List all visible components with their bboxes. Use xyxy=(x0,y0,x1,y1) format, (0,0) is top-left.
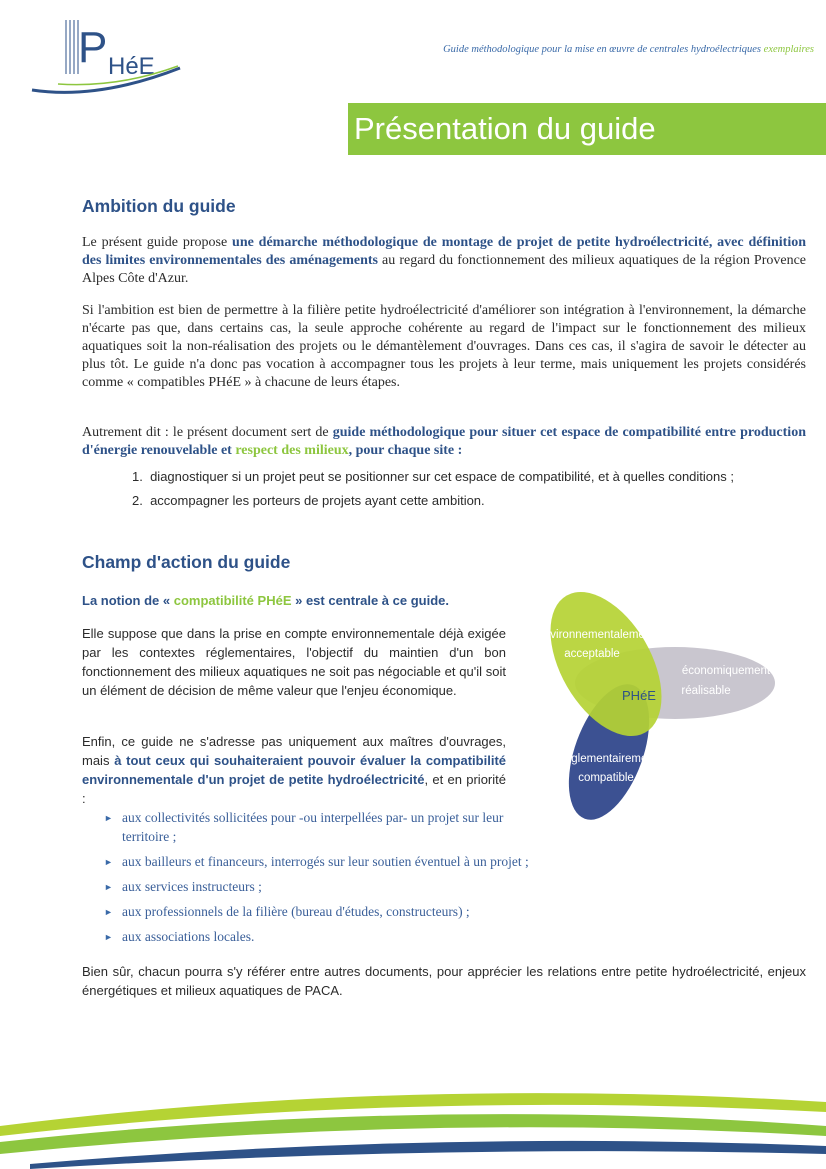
list-text: aux professionnels de la filière (bureau d'études, constructeurs) ; xyxy=(122,904,470,919)
phee-logo xyxy=(28,14,188,98)
emphasis-text: à tout ceux qui souhaiteraient pouvoir évaluer la compatibilité environnementale d'un projet de petite hydroélectricité xyxy=(82,753,507,787)
compatibility-diagram xyxy=(520,582,790,826)
emphasis-text: une démarche méthodologique de montage de projet de petite hydroélectricité, avec définition des limites environnementales des aménagements xyxy=(82,235,807,268)
text-run: , et en priorité : xyxy=(82,772,506,806)
label-grey-1: économiquement xyxy=(681,665,771,677)
label-blue-1: réglementairement xyxy=(561,753,657,765)
text-run: Enfin, ce guide ne s'adresse pas uniquement aux maîtres d'ouvrages, mais xyxy=(82,734,506,768)
section-heading-champ: Champ d'action du guide xyxy=(82,552,291,572)
list-item xyxy=(104,877,534,896)
label-green-1: environnementalement xyxy=(537,629,655,641)
label-grey-2: réalisable xyxy=(681,685,731,697)
list-text: aux services instructeurs ; xyxy=(122,879,262,894)
emphasis-text: , pour chaque site : xyxy=(348,443,463,458)
list-text: diagnostiquer si un projet peut se positionner sur cet espace de compatibilité, et à quelles conditions ; xyxy=(150,469,734,484)
emphasis-green-text: respect des milieux xyxy=(235,443,349,458)
triangle-bullet-icon: ► xyxy=(104,882,113,892)
list-item xyxy=(132,468,812,485)
champ-paragraph-2 xyxy=(82,732,506,808)
list-text: aux collectivités sollicitées pour -ou interpellées par- un projet sur leur territoire ; xyxy=(122,810,504,844)
triangle-bullet-icon: ► xyxy=(104,932,113,942)
diagram-center-logo: PHéE xyxy=(622,688,656,703)
footer-swoosh xyxy=(0,1076,826,1169)
text-run: » est centrale à ce guide. xyxy=(291,593,450,608)
list-text: aux associations locales. xyxy=(122,929,255,944)
logo-vertical-lines xyxy=(66,20,78,74)
audience-bullet-list xyxy=(104,808,534,952)
champ-paragraph-1: Elle suppose que dans la prise en compte environnementale déjà exigée par les contextes réglementaires, l'objectif du maintien d'un bon fonctionnement des milieux aquatiques ne soit pas négociable et qu'il soit un élément de décision de même valeur que l'enjeu économique. xyxy=(82,626,506,698)
notion-statement xyxy=(82,593,449,608)
list-text: aux bailleurs et financeurs, interrogés sur leur soutien éventuel à un projet ; xyxy=(122,854,529,869)
ambition-paragraph-3 xyxy=(82,424,806,460)
header-tagline xyxy=(443,44,814,55)
ambition-paragraph-2: Si l'ambition est bien de permettre à la filière petite hydroélectricité d'améliorer son intégration à l'environnement, la démarche n'écarte pas que, dans certains cas, la seule approche cohérente au regard de l'impact sur le fonctionnement des milieux aquatiques soit la non-réalisation des projets ou le démantèlement d'ouvrages. Dans ces cas, il s'agira de savoir le détecter au plus tôt. Le guide n'a donc pas vocation à accompagner tous les projets à leur terme, mais uniquement les projets considérés comme « compatibles PHéE » à chacune de leurs étapes. xyxy=(82,303,806,390)
triangle-bullet-icon: ► xyxy=(104,857,113,867)
list-item xyxy=(104,902,534,921)
text-run: La notion de « xyxy=(82,593,174,608)
footer-swoosh-blue xyxy=(30,1141,826,1169)
logo-letter-p: P xyxy=(78,23,108,72)
list-number: 2. xyxy=(132,493,143,508)
list-item xyxy=(132,492,812,509)
ambition-numbered-list xyxy=(132,468,812,516)
list-number: 1. xyxy=(132,469,143,484)
emphasis-green-text: compatibilité PHéE xyxy=(173,593,292,608)
list-text: accompagner les porteurs de projets ayant cette ambition. xyxy=(150,493,485,508)
page-title: Présentation du guide xyxy=(348,103,826,155)
list-item xyxy=(104,808,542,846)
list-item xyxy=(104,852,602,871)
text-run: Le présent guide propose xyxy=(82,235,233,250)
logo-letters: HéE xyxy=(108,53,155,80)
text-run: Autrement dit : le présent document sert de xyxy=(82,425,333,440)
champ-paragraph-3: Bien sûr, chacun pourra s'y référer entre autres documents, pour apprécier les relations entre petite hydroélectricité, enjeux énergétiques et milieux aquatiques de PACA. xyxy=(82,964,806,998)
emphasis-text: guide méthodologique pour situer cet espace de compatibilité entre production d'énergie renouvelable et xyxy=(82,425,806,458)
label-blue-2: compatible xyxy=(578,772,634,784)
label-green-2: acceptable xyxy=(564,648,620,660)
header-tagline-text: Guide méthodologique pour la mise en œuvre de centrales hydroélectriques xyxy=(443,44,762,55)
triangle-bullet-icon: ► xyxy=(104,813,113,823)
header-tagline-accent: exemplaires xyxy=(763,44,814,55)
section-heading-ambition: Ambition du guide xyxy=(82,196,236,216)
ambition-paragraph-1 xyxy=(82,234,806,288)
list-item xyxy=(104,927,534,946)
text-run: au regard du fonctionnement des milieux aquatiques de la région Provence Alpes Côte d'Azur. xyxy=(82,253,806,286)
triangle-bullet-icon: ► xyxy=(104,907,113,917)
